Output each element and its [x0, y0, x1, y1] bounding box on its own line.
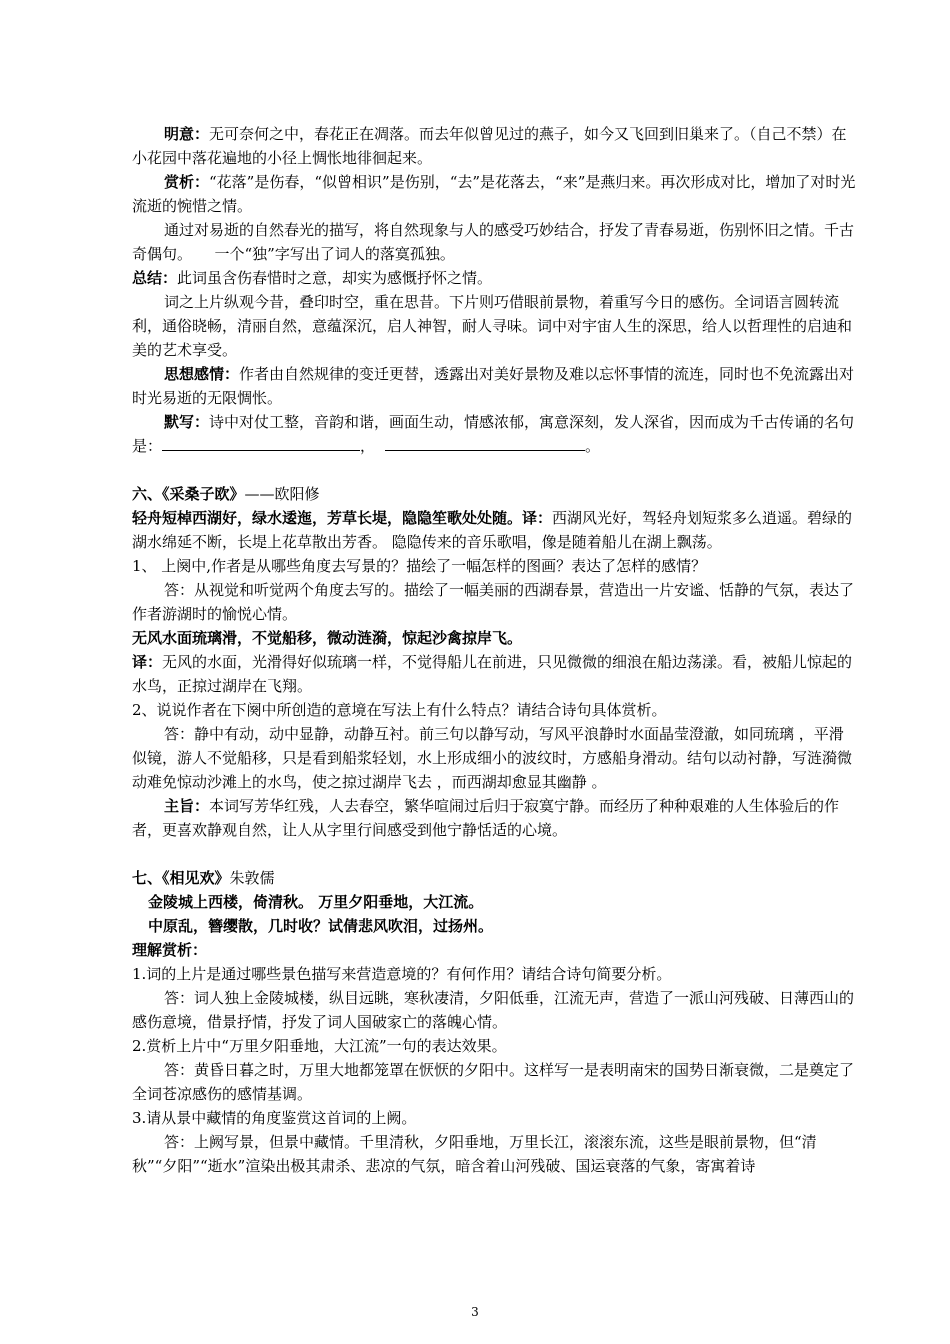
- description-paragraph: 通过对易逝的自然春光的描写，将自然现象与人的感受巧妙结合，抒发了青春易逝，伤别怀旧之情。千古奇偶句。 一个“独”字写出了词人的落寞孤独。: [132, 221, 855, 263]
- paraphrase-text: 无可奈何之中，春花正在凋落。而去年似曾见过的燕子，如今又飞回到旧巢来了。（自己不禁）在小花园中落花遍地的小径上惆怅地徘徊起来。: [132, 125, 847, 167]
- section6-poem-upper: [132, 506, 857, 554]
- section-gap: [132, 458, 857, 482]
- dictation-separator: ，: [360, 437, 376, 455]
- section6-author: ——欧阳修: [244, 485, 320, 503]
- dictation-label: 默写：: [164, 413, 210, 431]
- analysis-subheading-text: 理解赏析：: [132, 941, 208, 959]
- answer-2: 答：静中有动，动中显静，动静互衬。前三句以静写动，写风平浪静时水面晶莹澄澈，如同琉璃 ，平滑似镜，游人不觉船移，只是看到船浆轻划，水上形成细小的波纹时，方感船身滑动。结句以动衬静，写涟漪微动难免惊动沙滩上的水鸟，使之掠过湖岸飞去 ，而西湖却愈显其幽静 。: [132, 725, 853, 791]
- translation-text-2: 无风的水面，光滑得好似琉璃一样，不觉得船儿在前进，只见微微的细浪在船边荡漾。看，被船儿惊起的水鸟，正掠过湖岸在飞翔。: [132, 653, 853, 695]
- question-1: 1、 上阕中,作者是从哪些角度去写景的？描绘了一幅怎样的图画？表达了怎样的感情？: [132, 557, 707, 575]
- commentary-paragraph: 词之上片纵观今昔，叠印时空，重在思昔。下片则巧借眼前景物，着重写今日的感伤。全词语言圆转流利，通俗晓畅，清丽自然，意蕴深沉，启人神智，耐人寻味。词中对宇宙人生的深思，给人以哲理性的启迪和美的艺术享受。: [132, 293, 853, 359]
- page-content: [132, 122, 857, 1178]
- s7-answer-1: 答：词人独上金陵城楼，纵目远眺，寒秋凄清，夕阳低垂，江流无声，营造了一派山河残破、日薄西山的感伤意境，借景抒情，抒发了词人国破家亡的落魄心情。: [132, 989, 855, 1031]
- translation-label-2: 译：: [132, 653, 163, 671]
- translation-2: [132, 650, 857, 698]
- analysis-subheading: [132, 938, 857, 962]
- answer-1: 答：从视觉和听觉两个角度去写的。描绘了一幅美丽的西湖春景，营造出一片安谧、恬静的气氛，表达了作者游湖时的愉悦心情。: [132, 581, 855, 623]
- poem-line-2-text: 中原乱，簪缨散，几时收？试倩悲风吹泪，过扬州。: [148, 917, 494, 935]
- paraphrase-label: 明意：: [164, 125, 210, 143]
- section6-title: 六、《采桑子欧》: [132, 485, 245, 503]
- section7-poem-line-2: [132, 914, 857, 938]
- section7-heading: [132, 866, 857, 890]
- section7-poem-line-1: [132, 890, 857, 914]
- poem-upper-text: 轻舟短棹西湖好，绿水逶迤，芳草长堤，隐隐笙歌处处随。: [132, 509, 523, 527]
- summary-label: 总结：: [132, 269, 178, 287]
- theme-label: 主旨：: [164, 797, 210, 815]
- summary-text: 此词虽含伤春惜时之意，却实为感慨抒怀之情。: [177, 269, 493, 287]
- s7-question-1: 1.词的上片是通过哪些景色描写来营造意境的？有何作用？请结合诗句简要分析。: [132, 965, 672, 983]
- appreciation-text: “花落”是伤春，“似曾相识”是伤别，“去”是花落去，“来”是燕归来。再次形成对比，增加了对时光流逝的惋惜之情。: [132, 173, 856, 215]
- appreciation-paragraph: [132, 170, 857, 218]
- thought-text: 作者由自然规律的变迁更替，透露出对美好景物及难以忘怀事情的流连，同时也不免流露出对时光易逝的无限惆怅。: [132, 365, 855, 407]
- page-number: 3: [471, 1305, 479, 1319]
- thought-paragraph: [132, 362, 857, 410]
- dictation-end: 。: [585, 437, 601, 455]
- dictation-text: 诗中对仗工整，音韵和谐，画面生动，情感浓郁，寓意深刻，发人深省，因而成为千古传诵的名句是：: [132, 413, 855, 455]
- poem-line-1-text: 金陵城上西楼，倚清秋。 万里夕阳垂地，大江流。: [148, 893, 484, 911]
- section6-heading: [132, 482, 857, 506]
- translation-label: 译：: [522, 509, 553, 527]
- s7-answer-2: 答：黄昏日暮之时，万里大地都笼罩在恹恹的夕阳中。这样写一是表明南宋的国势日渐衰微，二是奠定了全词苍凉感伤的感情基调。: [132, 1061, 855, 1103]
- answer-blank-2[interactable]: [385, 434, 585, 451]
- s7-question-2: 2.赏析上片中“万里夕阳垂地，大江流”一句的表达效果。: [132, 1037, 507, 1055]
- dictation-paragraph: [132, 410, 857, 458]
- poem-lower-text: 无风水面琉璃滑，不觉船移，微动涟漪，惊起沙禽掠岸飞。: [132, 629, 523, 647]
- s7-answer-3: 答：上阙写景，但景中藏情。千里清秋，夕阳垂地，万里长江，滚滚东流，这些是眼前景物，但“清秋”“夕阳”“逝水”渲染出极其肃杀、悲凉的气氛，暗含着山河残破、国运衰落的气象，寄寓着诗: [132, 1133, 817, 1175]
- theme-text: 本词写芳华红残，人去春空，繁华喧闹过后归于寂寞宁静。而经历了种种艰难的人生体验后的作者，更喜欢静观自然，让人从字里行间感受到他宁静恬适的心境。: [132, 797, 840, 839]
- thought-label: 思想感情：: [164, 365, 240, 383]
- answer-blank-1[interactable]: [162, 434, 360, 451]
- section7-author: 朱敦儒: [229, 869, 275, 887]
- paraphrase-paragraph: [132, 122, 857, 170]
- translation-text: 西湖风光好，驾轻舟划短浆多么逍遥。碧绿的湖水绵延不断，长堤上花草散出芳香。 隐隐传来的音乐歌唱，像是随着船儿在湖上飘荡。: [132, 509, 853, 551]
- s7-question-3: 3.请从景中藏情的角度鉴赏这首词的上阙。: [132, 1109, 417, 1127]
- appreciation-label: 赏析：: [164, 173, 210, 191]
- section7-title: 七、《相见欢》: [132, 869, 230, 887]
- section-gap-2: [132, 842, 857, 866]
- summary-paragraph: [132, 266, 857, 290]
- section6-poem-lower: [132, 626, 857, 650]
- theme-paragraph: [132, 794, 857, 842]
- question-2: 2、说说作者在下阕中所创造的意境在写法上有什么特点？请结合诗句具体赏析。: [132, 701, 667, 719]
